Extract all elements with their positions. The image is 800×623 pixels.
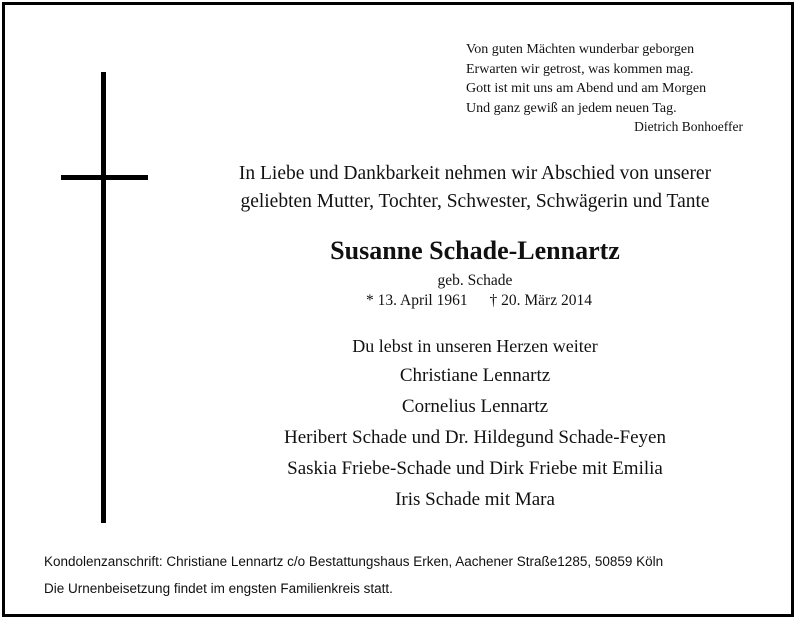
cross-icon-bar <box>61 175 148 180</box>
birth-date: * 13. April 1961 <box>366 292 468 309</box>
birth-name: geb. Schade <box>437 272 513 289</box>
cross-icon <box>101 72 106 523</box>
mourners-intro: Du lebst in unseren Herzen weiter <box>352 336 598 356</box>
footer <box>44 548 784 602</box>
poem <box>466 40 766 118</box>
poem-line: Und ganz gewiß an jedem neuen Tag. <box>466 100 677 116</box>
poem-author: Dietrich Bonhoeffer <box>634 119 743 134</box>
death-date: † 20. März 2014 <box>489 292 592 309</box>
mourner-name: Saskia Friebe-Schade und Dirk Friebe mit Emilia <box>287 458 663 479</box>
burial-note: Die Urnenbeisetzung findet im engsten Familienkreis statt. <box>44 581 393 596</box>
mourners-list <box>180 332 770 515</box>
life-dates <box>366 292 616 310</box>
condolence-address: Kondolenzanschrift: Christiane Lennartz c/o Bestattungshaus Erken, Aachener Straße1285, 50859 Köln <box>44 554 664 569</box>
mourner-name: Cornelius Lennartz <box>401 396 549 417</box>
mourner-name: Christiane Lennartz <box>399 365 551 386</box>
mourner-name: Heribert Schade und Dr. Hildegund Schade-Feyen <box>283 427 666 448</box>
mourner-name: Iris Schade mit Mara <box>395 489 555 510</box>
poem-line: Erwarten wir getrost, was kommen mag. <box>466 61 694 77</box>
intro-line: geliebten Mutter, Tochter, Schwester, Schwägerin und Tante <box>240 191 710 212</box>
poem-line: Von guten Mächten wunderbar geborgen <box>466 42 695 57</box>
intro-text <box>180 160 770 216</box>
deceased-name: Susanne Schade-Lennartz <box>330 236 620 265</box>
poem-line: Gott ist mit uns am Abend und am Morgen <box>466 81 707 96</box>
intro-line: In Liebe und Dankbarkeit nehmen wir Abschied von unserer <box>238 163 712 184</box>
